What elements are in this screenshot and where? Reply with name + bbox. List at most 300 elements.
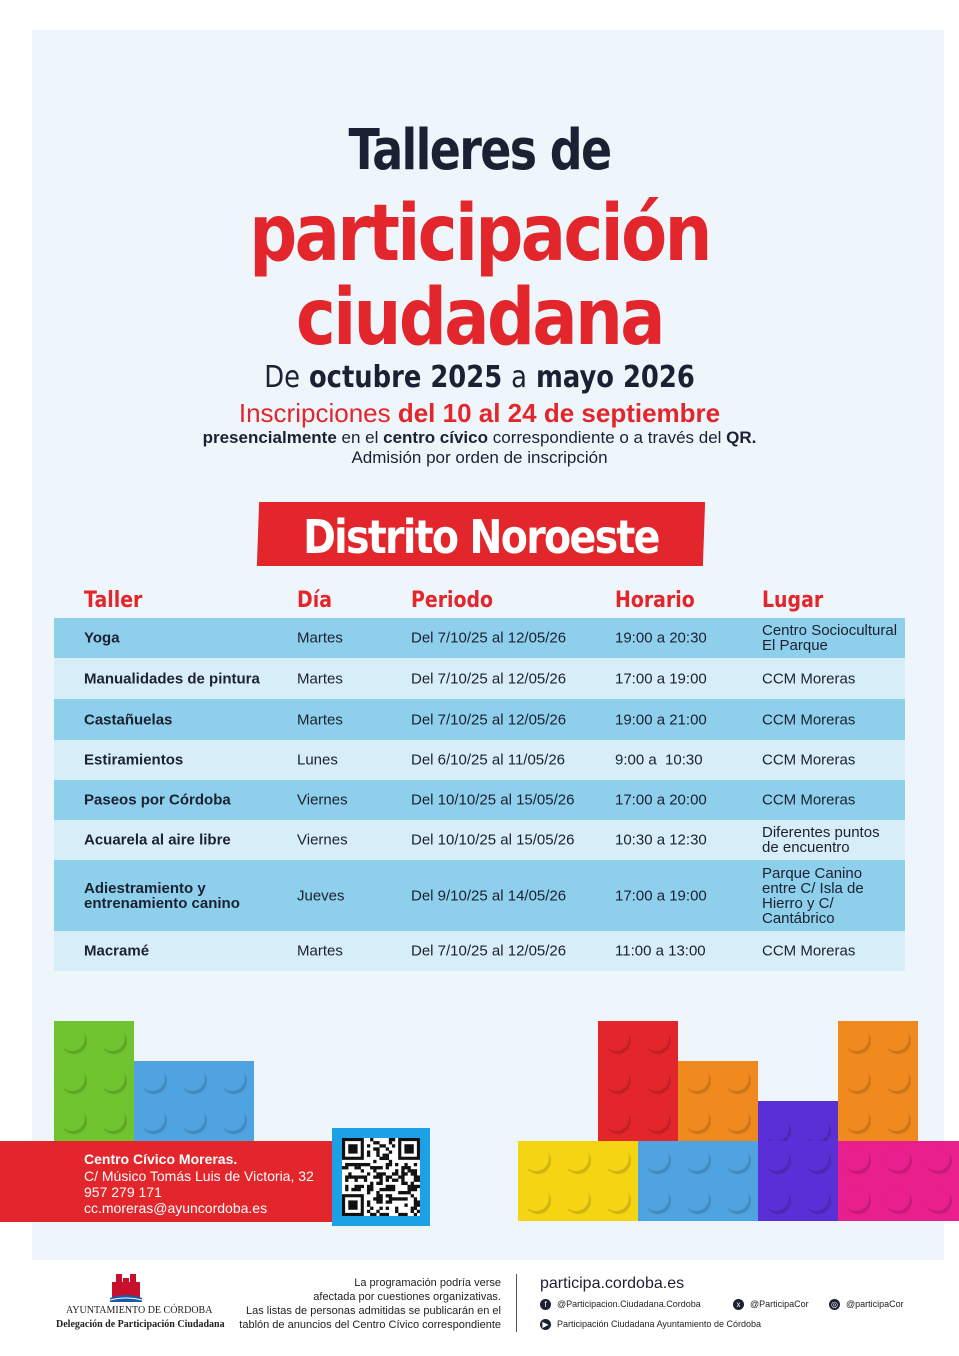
cell-periodo: Del 7/10/25 al 12/05/26 bbox=[411, 670, 567, 687]
qr-module bbox=[373, 1169, 376, 1172]
qr-module bbox=[376, 1147, 379, 1150]
qr-module bbox=[395, 1163, 398, 1166]
lego-stud bbox=[61, 1068, 87, 1094]
qr-module bbox=[401, 1166, 404, 1169]
qr-module bbox=[401, 1213, 404, 1216]
lego-brick bbox=[598, 1021, 678, 1141]
qr-module bbox=[364, 1175, 367, 1178]
qr-module bbox=[348, 1175, 351, 1178]
qr-module bbox=[411, 1182, 414, 1185]
qr-module bbox=[398, 1213, 401, 1216]
qr-module bbox=[417, 1175, 420, 1178]
qr-module bbox=[370, 1185, 373, 1188]
qr-module bbox=[345, 1188, 348, 1191]
qr-module bbox=[370, 1188, 373, 1191]
registration-method bbox=[0, 428, 959, 448]
qr-module bbox=[389, 1188, 392, 1191]
lego-stud bbox=[765, 1188, 791, 1214]
lego-stud bbox=[885, 1068, 911, 1094]
inscr-prefix: Inscripciones bbox=[238, 398, 391, 428]
corr-text: correspondiente o a través del bbox=[492, 428, 722, 447]
header-lugar: Lugar bbox=[762, 588, 824, 613]
cell-dia: Martes bbox=[297, 942, 343, 960]
qr-module bbox=[417, 1179, 420, 1182]
cell-horario: 17:00 a 19:00 bbox=[615, 887, 707, 904]
x-handle: @ParticipaCor bbox=[750, 1299, 809, 1309]
lego-brick bbox=[54, 1021, 134, 1141]
lego-stud bbox=[685, 1068, 711, 1094]
qr-module bbox=[351, 1163, 354, 1166]
centro-text: centro cívico bbox=[383, 428, 488, 447]
header-dia: Día bbox=[297, 588, 332, 613]
qr-module bbox=[358, 1163, 361, 1166]
lego-stud bbox=[725, 1148, 751, 1174]
lego-stud bbox=[141, 1068, 167, 1094]
qr-module bbox=[379, 1213, 382, 1216]
cell-periodo: Del 6/10/25 al 11/05/26 bbox=[411, 751, 566, 769]
qr-module bbox=[367, 1172, 370, 1175]
qr-module bbox=[411, 1185, 414, 1188]
lego-stud bbox=[845, 1188, 871, 1214]
facebook-icon: f bbox=[540, 1299, 551, 1310]
cell-lugar: Diferentes puntos de encuentro bbox=[762, 824, 880, 856]
lego-stud bbox=[845, 1108, 871, 1134]
qr-module bbox=[379, 1144, 382, 1147]
dates-end: mayo 2026 bbox=[535, 360, 695, 395]
dates-start: octubre 2025 bbox=[308, 360, 503, 395]
lego-stud bbox=[605, 1188, 631, 1214]
lego-stud bbox=[101, 1028, 127, 1054]
qr-module bbox=[348, 1144, 357, 1153]
qr-module bbox=[392, 1185, 395, 1188]
qr-module bbox=[411, 1194, 414, 1197]
lego-stud bbox=[886, 1148, 912, 1174]
qr-module bbox=[345, 1179, 348, 1182]
lego-stud bbox=[181, 1068, 207, 1094]
cell-periodo: Del 10/10/25 al 15/05/26 bbox=[411, 791, 575, 809]
qr-module bbox=[376, 1200, 379, 1203]
cell-horario: 19:00 a 20:30 bbox=[615, 629, 707, 647]
qr-code[interactable] bbox=[342, 1138, 420, 1216]
qr-module bbox=[345, 1166, 348, 1169]
qr-module bbox=[383, 1144, 386, 1147]
qr-module bbox=[379, 1157, 382, 1160]
qr-module bbox=[379, 1200, 382, 1203]
qr-module bbox=[395, 1169, 398, 1172]
qr-module bbox=[376, 1150, 379, 1153]
cell-horario: 10:30 a 12:30 bbox=[615, 831, 707, 849]
title-line-2: participación bbox=[249, 189, 710, 279]
qr-module bbox=[401, 1169, 404, 1172]
qr-module bbox=[379, 1175, 382, 1178]
qr-module bbox=[395, 1197, 398, 1200]
lego-stud bbox=[141, 1108, 167, 1134]
lego-stud bbox=[645, 1188, 671, 1214]
lego-stud bbox=[926, 1188, 952, 1214]
lego-brick bbox=[638, 1141, 758, 1221]
facebook-link[interactable] bbox=[540, 1299, 701, 1310]
city-crest-logo bbox=[108, 1270, 144, 1304]
qr-module bbox=[386, 1213, 389, 1216]
qr-module bbox=[411, 1172, 414, 1175]
qr-module bbox=[386, 1166, 389, 1169]
lego-stud bbox=[61, 1028, 87, 1054]
qr-module bbox=[361, 1175, 364, 1178]
qr-module bbox=[401, 1182, 404, 1185]
lego-brick bbox=[518, 1141, 638, 1221]
qr-module bbox=[376, 1197, 379, 1200]
qr-module bbox=[398, 1197, 401, 1200]
youtube-icon: ▶ bbox=[540, 1319, 551, 1330]
qr-module bbox=[386, 1175, 389, 1178]
note-4: tablón de anuncios del Centro Cívico correspondiente bbox=[239, 1319, 501, 1331]
qr-module bbox=[411, 1188, 414, 1191]
title-line-1: Talleres de bbox=[348, 118, 611, 183]
qr-module bbox=[417, 1185, 420, 1188]
qr-module bbox=[358, 1175, 361, 1178]
qr-module bbox=[376, 1172, 379, 1175]
qr-module bbox=[386, 1194, 389, 1197]
qr-module bbox=[401, 1197, 404, 1200]
presencial-text: presencialmente bbox=[202, 428, 337, 447]
qr-module bbox=[414, 1172, 417, 1175]
district-title: Distrito Noroeste bbox=[303, 510, 659, 564]
cell-dia: Viernes bbox=[297, 831, 348, 849]
qr-module bbox=[386, 1147, 389, 1150]
lego-stud bbox=[885, 1108, 911, 1134]
qr-module bbox=[404, 1172, 407, 1175]
qr-module bbox=[417, 1204, 420, 1207]
youtube-channel: Participación Ciudadana Ayuntamiento de Córdoba bbox=[557, 1319, 761, 1329]
lego-stud bbox=[221, 1068, 247, 1094]
registration-dates bbox=[0, 398, 959, 429]
lego-stud bbox=[805, 1188, 831, 1214]
qr-module bbox=[373, 1160, 376, 1163]
lego-stud bbox=[645, 1148, 671, 1174]
lego-stud bbox=[101, 1108, 127, 1134]
lego-stud bbox=[61, 1108, 87, 1134]
lego-stud bbox=[605, 1068, 631, 1094]
qr-module bbox=[417, 1200, 420, 1203]
table-row bbox=[54, 658, 905, 699]
qr-module bbox=[361, 1185, 364, 1188]
lego-stud bbox=[845, 1068, 871, 1094]
qr-module bbox=[370, 1138, 373, 1141]
qr-module bbox=[376, 1194, 379, 1197]
lego-stud bbox=[845, 1148, 871, 1174]
cell-dia: Viernes bbox=[297, 791, 348, 809]
qr-module bbox=[389, 1141, 392, 1144]
qr-module bbox=[411, 1169, 414, 1172]
dates-de: De bbox=[264, 360, 300, 395]
qr-module bbox=[354, 1179, 357, 1182]
qr-module bbox=[389, 1194, 392, 1197]
qr-module bbox=[404, 1204, 407, 1207]
qr-module bbox=[386, 1157, 389, 1160]
qr-module bbox=[398, 1175, 401, 1178]
cell-periodo: Del 10/10/25 al 15/05/26 bbox=[411, 831, 575, 849]
cell-taller: Manualidades de pintura bbox=[84, 670, 260, 687]
cell-taller: Castañuelas bbox=[84, 711, 173, 728]
qr-module bbox=[386, 1163, 389, 1166]
center-address: C/ Músico Tomás Luis de Victoria, 32 bbox=[84, 1168, 314, 1184]
org-name: AYUNTAMIENTO DE CÓRDOBA bbox=[66, 1305, 213, 1316]
district-banner bbox=[257, 502, 705, 566]
qr-module bbox=[383, 1188, 386, 1191]
qr-module bbox=[373, 1197, 376, 1200]
header-taller: Taller bbox=[84, 588, 143, 613]
qr-module bbox=[358, 1188, 361, 1191]
facebook-handle: @Participacion.Ciudadana.Cordoba bbox=[557, 1299, 701, 1309]
instagram-link[interactable] bbox=[829, 1299, 904, 1310]
qr-module bbox=[411, 1207, 414, 1210]
qr-module bbox=[345, 1175, 348, 1178]
lego-stud bbox=[886, 1188, 912, 1214]
qr-module bbox=[401, 1172, 404, 1175]
lego-stud bbox=[765, 1148, 791, 1174]
cell-dia: Martes bbox=[297, 629, 343, 647]
lego-stud bbox=[525, 1188, 551, 1214]
qr-module bbox=[376, 1182, 379, 1185]
lego-stud bbox=[565, 1148, 591, 1174]
qr-module bbox=[367, 1150, 370, 1153]
cell-lugar: Centro Sociocultural El Parque bbox=[762, 622, 898, 654]
table-row bbox=[54, 931, 905, 971]
inscr-range: del 10 al 24 de septiembre bbox=[397, 398, 721, 428]
header-periodo: Periodo bbox=[411, 588, 494, 613]
cell-horario: 9:00 a 10:30 bbox=[615, 751, 703, 769]
qr-module bbox=[386, 1188, 389, 1191]
cell-horario: 17:00 a 19:00 bbox=[615, 670, 707, 687]
lego-stud bbox=[645, 1108, 671, 1134]
qr-module bbox=[383, 1213, 386, 1216]
lego-stud bbox=[685, 1108, 711, 1134]
instagram-icon: ◎ bbox=[829, 1299, 840, 1310]
qr-module bbox=[395, 1207, 398, 1210]
qr-module bbox=[408, 1191, 411, 1194]
cell-lugar: CCM Moreras bbox=[762, 751, 856, 769]
cell-lugar: CCM Moreras bbox=[762, 942, 856, 960]
qr-module bbox=[354, 1188, 357, 1191]
qr-module bbox=[383, 1172, 386, 1175]
note-1: La programación podría verse bbox=[354, 1277, 501, 1289]
qr-module bbox=[367, 1210, 370, 1213]
qr-module bbox=[361, 1169, 364, 1172]
website-link[interactable]: participa.cordoba.es bbox=[540, 1275, 685, 1292]
qr-module bbox=[389, 1175, 392, 1178]
qr-module bbox=[379, 1182, 382, 1185]
lego-stud bbox=[725, 1108, 751, 1134]
lego-stud bbox=[221, 1108, 247, 1134]
qr-module bbox=[414, 1169, 417, 1172]
cell-taller: Acuarela al aire libre bbox=[84, 831, 231, 849]
qr-module bbox=[351, 1188, 354, 1191]
note-2: afectada por cuestiones organizativas. bbox=[313, 1291, 501, 1303]
qr-module bbox=[414, 1175, 417, 1178]
lego-stud bbox=[926, 1148, 952, 1174]
qr-module bbox=[345, 1185, 348, 1188]
qr-module bbox=[376, 1166, 379, 1169]
lego-stud bbox=[725, 1188, 751, 1214]
qr-module bbox=[367, 1154, 370, 1157]
qr-module bbox=[364, 1179, 367, 1182]
qr-module bbox=[395, 1210, 398, 1213]
cell-lugar: CCM Moreras bbox=[762, 711, 856, 728]
cell-dia: Lunes bbox=[297, 751, 338, 769]
cell-lugar: Parque Canino entre C/ Isla de Hierro y C/ Cantábrico bbox=[762, 864, 864, 927]
cell-taller: Adiestramiento y entrenamiento canino bbox=[84, 879, 240, 912]
qr-module bbox=[376, 1175, 379, 1178]
x-icon: x bbox=[733, 1299, 744, 1310]
qr-module bbox=[392, 1138, 395, 1141]
qr-module bbox=[389, 1138, 392, 1141]
cell-taller: Macramé bbox=[84, 942, 150, 960]
qr-module bbox=[392, 1197, 395, 1200]
qr-module bbox=[354, 1175, 357, 1178]
qr-module bbox=[386, 1207, 389, 1210]
qr-module bbox=[379, 1172, 382, 1175]
qr-module bbox=[361, 1163, 364, 1166]
cell-horario: 11:00 a 13:00 bbox=[615, 942, 706, 960]
qr-module bbox=[404, 1197, 407, 1200]
qr-module bbox=[376, 1210, 379, 1213]
qr-module bbox=[389, 1200, 392, 1203]
cell-dia: Martes bbox=[297, 711, 343, 728]
qr-module bbox=[379, 1179, 382, 1182]
header-horario: Horario bbox=[615, 588, 695, 613]
qr-module bbox=[404, 1163, 407, 1166]
qr-module bbox=[376, 1154, 379, 1157]
qr-module bbox=[370, 1182, 373, 1185]
qr-module bbox=[373, 1175, 376, 1178]
qr-module bbox=[348, 1163, 351, 1166]
lego-stud bbox=[525, 1148, 551, 1174]
qr-module bbox=[398, 1191, 401, 1194]
center-name: Centro Cívico Moreras. bbox=[84, 1151, 238, 1167]
qr-module bbox=[414, 1213, 417, 1216]
qr-module bbox=[401, 1175, 404, 1178]
qr-module bbox=[389, 1163, 392, 1166]
cell-taller: Paseos por Córdoba bbox=[84, 791, 231, 809]
table-row bbox=[54, 618, 905, 658]
qr-module bbox=[392, 1188, 395, 1191]
qr-module bbox=[358, 1166, 361, 1169]
qr-module bbox=[414, 1179, 417, 1182]
lego-stud bbox=[725, 1068, 751, 1094]
qr-module bbox=[392, 1172, 395, 1175]
title-line-3: ciudadana bbox=[296, 273, 663, 363]
youtube-link[interactable] bbox=[540, 1319, 761, 1330]
qr-code-image bbox=[342, 1138, 420, 1216]
qr-module bbox=[414, 1207, 417, 1210]
qr-module bbox=[408, 1169, 411, 1172]
qr-module bbox=[414, 1204, 417, 1207]
qr-module bbox=[408, 1185, 411, 1188]
qr-module bbox=[414, 1188, 417, 1191]
cell-dia: Martes bbox=[297, 670, 343, 687]
lego-stud bbox=[845, 1028, 871, 1054]
qr-module bbox=[367, 1163, 370, 1166]
qr-module bbox=[408, 1188, 411, 1191]
table-row bbox=[54, 699, 905, 740]
qr-module bbox=[414, 1200, 417, 1203]
lego-stud bbox=[605, 1028, 631, 1054]
qr-module bbox=[389, 1197, 392, 1200]
qr-module bbox=[373, 1141, 376, 1144]
dates-a: a bbox=[511, 360, 527, 395]
lego-stud bbox=[605, 1108, 631, 1134]
qr-module bbox=[408, 1166, 411, 1169]
qr-module bbox=[370, 1207, 373, 1210]
lego-stud bbox=[685, 1148, 711, 1174]
qr-module bbox=[342, 1166, 345, 1169]
cell-periodo: Del 7/10/25 al 12/05/26 bbox=[411, 711, 567, 728]
x-link[interactable] bbox=[733, 1299, 809, 1310]
qr-module bbox=[367, 1200, 370, 1203]
qr-module bbox=[404, 1191, 407, 1194]
qr-module bbox=[376, 1141, 379, 1144]
qr-module bbox=[392, 1144, 395, 1147]
lego-brick bbox=[134, 1061, 254, 1141]
lego-stud bbox=[645, 1068, 671, 1094]
lego-brick bbox=[838, 1021, 918, 1141]
cell-periodo: Del 9/10/25 al 14/05/26 bbox=[411, 887, 567, 904]
qr-module bbox=[389, 1150, 392, 1153]
qr-module bbox=[386, 1179, 389, 1182]
center-email[interactable]: cc.moreras@ayuncordoba.es bbox=[84, 1200, 268, 1216]
qr-module bbox=[367, 1204, 370, 1207]
qr-module bbox=[376, 1191, 379, 1194]
cell-horario: 19:00 a 21:00 bbox=[615, 711, 707, 728]
lego-stud bbox=[885, 1028, 911, 1054]
footer-divider bbox=[516, 1274, 517, 1332]
qr-module bbox=[395, 1172, 398, 1175]
qr-module bbox=[404, 1166, 407, 1169]
qr-module bbox=[367, 1144, 370, 1147]
qr-module bbox=[370, 1166, 373, 1169]
qr-module bbox=[348, 1200, 357, 1209]
qr-module bbox=[411, 1210, 414, 1213]
qr-module bbox=[367, 1191, 370, 1194]
lego-stud bbox=[181, 1108, 207, 1134]
qr-module bbox=[414, 1197, 417, 1200]
qr-module bbox=[345, 1163, 348, 1166]
qr-module bbox=[404, 1144, 413, 1153]
qr-module bbox=[358, 1185, 361, 1188]
qr-module bbox=[373, 1147, 376, 1150]
qr-module bbox=[373, 1166, 376, 1169]
qr-module bbox=[401, 1179, 404, 1182]
cell-taller: Yoga bbox=[84, 629, 120, 647]
qr-module bbox=[389, 1160, 392, 1163]
cell-periodo: Del 7/10/25 al 12/05/26 bbox=[411, 629, 567, 647]
lego-brick bbox=[838, 1141, 959, 1221]
table-row bbox=[54, 860, 905, 931]
qr-module bbox=[379, 1166, 382, 1169]
lego-stud bbox=[805, 1148, 831, 1174]
qr-module bbox=[348, 1172, 351, 1175]
qr-module bbox=[379, 1188, 382, 1191]
note-3: Las listas de personas admitidas se publicarán en el bbox=[246, 1305, 501, 1317]
qr-module bbox=[392, 1179, 395, 1182]
cell-periodo: Del 7/10/25 al 12/05/26 bbox=[411, 942, 567, 960]
cell-lugar: CCM Moreras bbox=[762, 670, 856, 687]
lego-stud bbox=[645, 1028, 671, 1054]
qr-module bbox=[414, 1185, 417, 1188]
qr-module bbox=[414, 1163, 417, 1166]
qr-module bbox=[404, 1182, 407, 1185]
qr-module bbox=[373, 1213, 376, 1216]
